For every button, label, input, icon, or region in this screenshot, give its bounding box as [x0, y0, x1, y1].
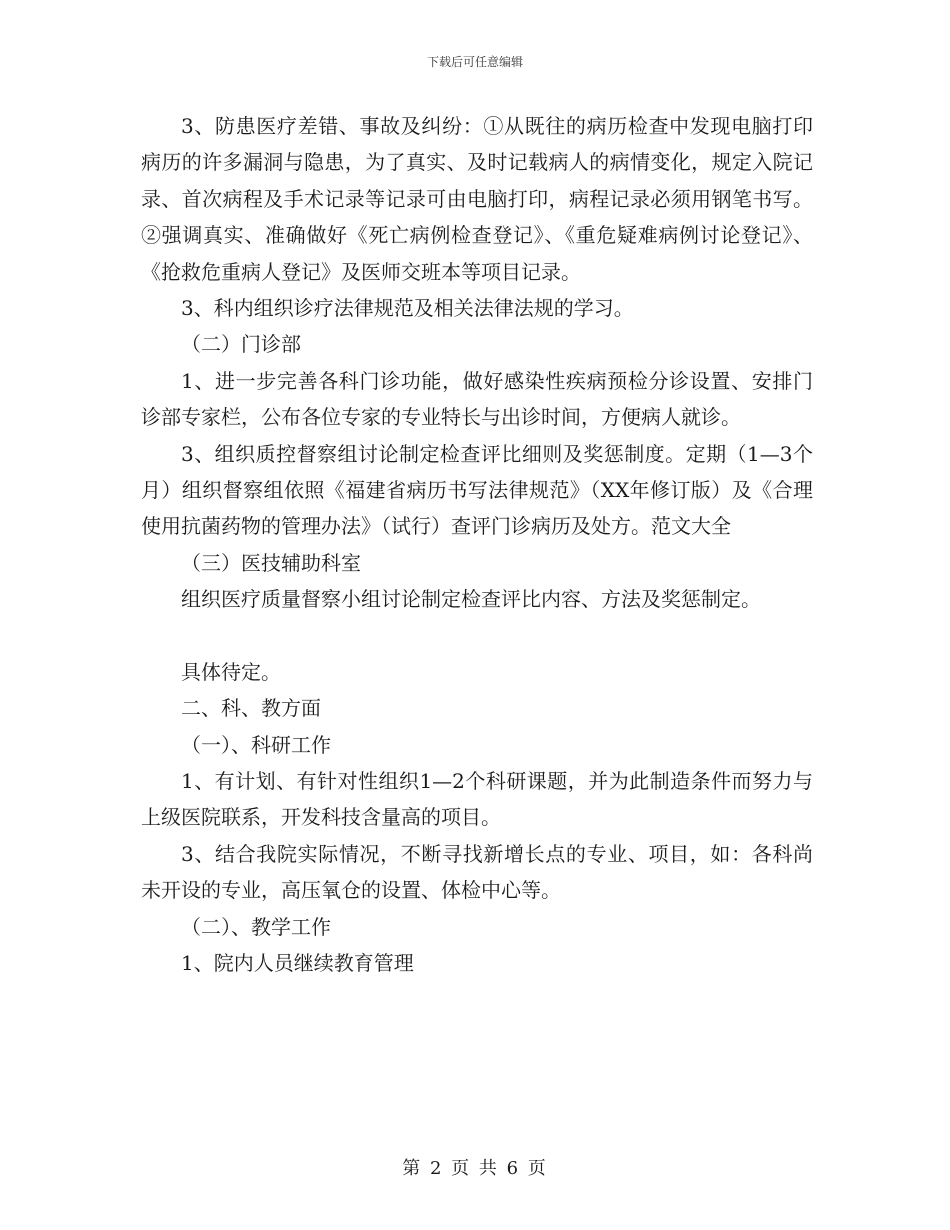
- paragraph-medical-error-prevention: 3、防患医疗差错、事故及纠纷：①从既往的病历检查中发现电脑打印病历的许多漏洞与隐患，为了真实、及时记载病人的病情变化，规定入院记录、首次病程及手术记录等记录可由电脑打印，病程记录必须用钢笔书写。②强调真实、准确做好《死亡病例检查登记》、《重危疑难病例讨论登记》、《抢救危重病人登记》及医师交班本等项目记录。: [141, 114, 813, 284]
- paragraph-new-growth: 3、结合我院实际情况，不断寻找新增长点的专业、项目，如：各科尚未开设的专业，高压氧仓的设置、体检中心等。: [141, 841, 813, 903]
- section-heading-science-education: 二、科、教方面: [181, 696, 321, 721]
- subsection-heading-teaching: （二）、教学工作: [181, 914, 331, 939]
- paragraph-continuing-education: 1、院内人员继续教育管理: [181, 950, 414, 975]
- section-heading-outpatient: （二）门诊部: [181, 332, 301, 357]
- paragraph-legal-study: 3、科内组织诊疗法律规范及相关法律法规的学习。: [181, 296, 634, 321]
- page-footer: 第 2 页 共 6 页: [402, 1158, 548, 1179]
- paragraph-pending: 具体待定。: [181, 659, 281, 684]
- paragraph-outpatient-function: 1、进一步完善各科门诊功能，做好感染性疾病预检分诊设置、安排门诊部专家栏，公布各位专家的专业特长与出诊时间，方便病人就诊。: [141, 368, 813, 430]
- section-heading-medical-tech: （三）医技辅助科室: [181, 550, 361, 575]
- page-header: 下载后可任意编辑: [426, 55, 523, 69]
- paragraph-quality-group: 组织医疗质量督察小组讨论制定检查评比内容、方法及奖惩制定。: [181, 587, 761, 612]
- document-body: [141, 108, 813, 981]
- paragraph-quality-inspection: 3、组织质控督察组讨论制定检查评比细则及奖惩制度。定期（1—3个月）组织督察组依照《福建省病历书写法律规范》（XX年修订版）及《合理使用抗菌药物的管理办法》（试行）查评门诊病历及处方。范文大全: [141, 441, 813, 539]
- subsection-heading-research: （一）、科研工作: [181, 732, 331, 757]
- paragraph-research-projects: 1、有计划、有针对性组织1—2个科研课题，并为此制造条件而努力与上级医院联系，开发科技含量高的项目。: [141, 768, 813, 830]
